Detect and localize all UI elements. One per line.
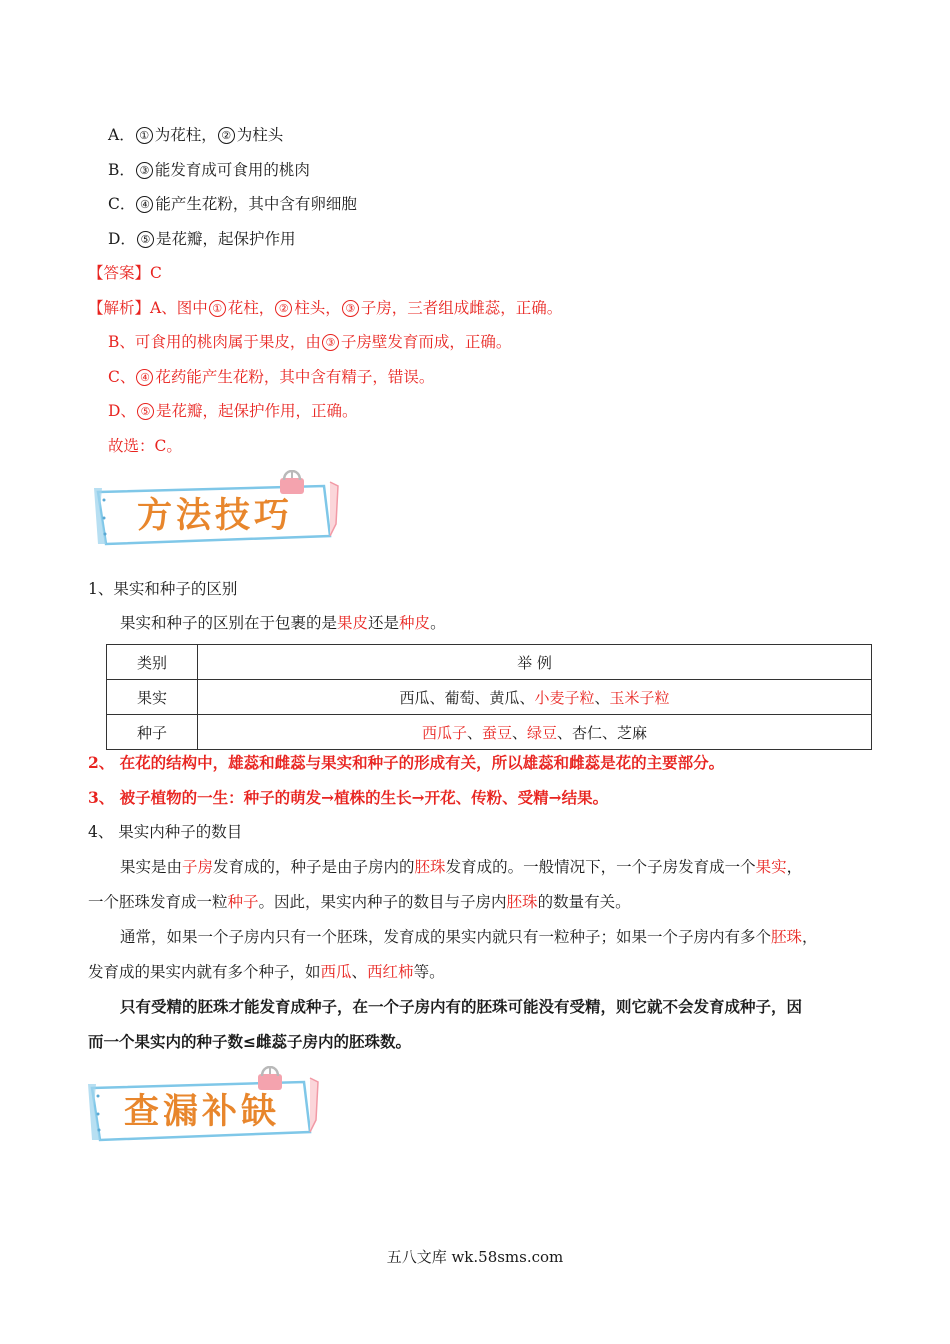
banner-tips: [92, 470, 342, 554]
footer-watermark: 五八文库 wk.58sms.com: [386, 1248, 564, 1266]
table-header-examples: 举 例: [198, 645, 872, 680]
banner-review-title: 查漏补缺: [123, 1092, 280, 1132]
section1-title: 1、果实和种子的区别: [88, 580, 238, 598]
option-d: D． ⑤ 是花瓣，起保护作用: [108, 230, 296, 248]
point2: 2、 在花的结构中，雄蕊和雌蕊与果实和种子的形成有关，所以雄蕊和雌蕊是花的主要部分。: [88, 753, 725, 772]
table-cell-examples: 西瓜、葡萄、黄瓜、小麦子粒、玉米子粒: [198, 680, 872, 715]
table-row: [107, 680, 872, 715]
analysis-c: C、 ④ 花药能产生花粉，其中含有精子，错误。: [108, 368, 435, 386]
section4-p3: 只有受精的胚珠才能发育成种子，在一个子房内有的胚珠可能没有受精，则它就不会发育成种子，因: [120, 997, 803, 1016]
analysis-b: B、可食用的桃肉属于果皮，由 ③ 子房壁发育而成，正确。: [108, 333, 512, 351]
answer-line: 【答案】C: [88, 264, 162, 282]
section4-title: 4、 果实内种子的数目: [88, 823, 243, 841]
banner-tips-title: 方法技巧: [136, 496, 293, 536]
section4-p3-cont: 而一个果实内的种子数≤雌蕊子房内的胚珠数。: [88, 1032, 411, 1051]
section4-p1-cont: 一个胚珠发育成一粒种子。因此，果实内种子的数目与子房内胚珠的数量有关。: [88, 893, 631, 911]
table-row: [107, 645, 872, 680]
option-b: B． ③ 能发育成可食用的桃肉: [108, 161, 310, 179]
section4-p2: 通常，如果一个子房内只有一个胚珠，发育成的果实内就只有一粒种子；如果一个子房内有多个胚珠，: [120, 928, 818, 946]
analysis-a: 【解析】A、图中 ① 花柱， ② 柱头， ③ 子房，三者组成雌蕊，正确。: [88, 299, 563, 317]
analysis-d: D、 ⑤ 是花瓣，起保护作用，正确。: [108, 402, 358, 420]
banner-review: [86, 1066, 336, 1150]
table-cell-label: 果实: [107, 680, 198, 715]
table-header-category: 类别: [107, 645, 198, 680]
table-cell-label: 种子: [107, 715, 198, 750]
section4-p2-cont: 发育成的果实内就有多个种子，如西瓜、西红柿等。: [88, 963, 445, 981]
analysis-conclusion: 故选：C。: [108, 437, 182, 455]
section4-p1: 果实是由子房发育成的，种子是由子房内的胚珠发育成的。一般情况下，一个子房发育成一个果实，: [120, 858, 803, 876]
option-a: A． ① 为花柱， ② 为柱头: [108, 126, 284, 144]
fruit-seed-table: [106, 644, 872, 750]
point3: 3、 被子植物的一生：种子的萌发→植株的生长→开花、传粉、受精→结果。: [88, 788, 609, 807]
option-c: C． ④ 能产生花粉，其中含有卵细胞: [108, 195, 357, 213]
table-row: [107, 715, 872, 750]
table-cell-examples: 西瓜子、蚕豆、绿豆、杏仁、芝麻: [198, 715, 872, 750]
section1-paragraph: 果实和种子的区别在于包裹的是果皮还是种皮。: [120, 614, 446, 632]
